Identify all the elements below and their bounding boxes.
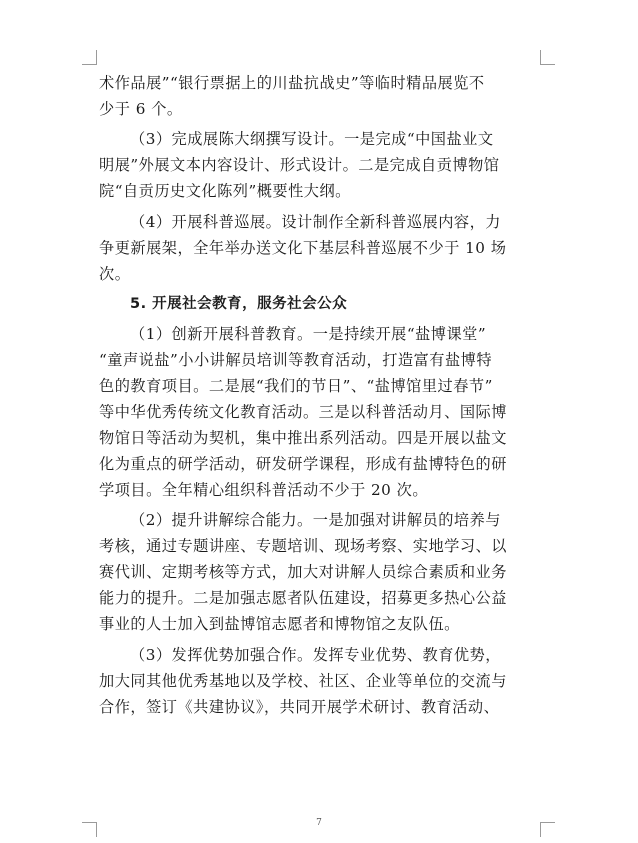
text-line: 事业的人士加入到盐博馆志愿者和博物馆之友队伍。 [99, 615, 460, 634]
text-line: 考核，通过专题讲座、专题培训、现场考察、实地学习、以 [99, 537, 507, 556]
crop-mark-top-left [82, 50, 97, 65]
text-line: 术作品展”“银行票据上的川盐抗战史”等临时精品展览不 [99, 74, 485, 92]
page-number: 7 [316, 818, 322, 828]
section-heading [99, 291, 542, 317]
text-line: 院“自贡历史文化陈列”概要性大纲。 [99, 182, 351, 201]
paragraph [99, 209, 542, 287]
paragraph [99, 126, 542, 204]
document-body [99, 70, 542, 720]
text-line: 少于 6 个。 [99, 100, 183, 118]
text-line: 物馆日等活动为契机，集中推出系列活动。四是开展以盐文 [99, 429, 507, 448]
crop-mark-top-right [540, 50, 555, 65]
text-line: 等中华优秀传统文化教育活动。三是以科普活动月、国际博 [99, 403, 507, 422]
text-line: （3）完成展陈大纲撰写设计。一是完成“中国盐业文 [130, 130, 494, 149]
paragraph [99, 321, 542, 503]
paragraph [99, 642, 542, 720]
text-line: 加大同其他优秀基地以及学校、社区、企业等单位的交流与 [99, 671, 507, 690]
text-line: 合作，签订《共建协议》，共同开展学术研讨、教育活动、 [99, 697, 500, 716]
text-line: 色的教育项目。二是展“我们的节日”、“盐博馆里过春节” [99, 377, 493, 396]
text-line: （4）开展科普巡展。设计制作全新科普巡展内容，力 [130, 212, 501, 231]
text-line: 5. 开展社会教育，服务社会公众 [130, 295, 348, 312]
text-line: （2）提升讲解综合能力。一是加强对讲解员的培养与 [130, 511, 501, 530]
text-line: 次。 [99, 264, 131, 283]
text-line: 赛代训、定期考核等方式，加大对讲解人员综合素质和业务 [99, 563, 507, 582]
text-line: （1）创新开展科普教育。一是持续开展“盐博课堂” [130, 325, 487, 344]
text-line: 化为重点的研学活动，研发研学课程，形成有盐博特色的研 [99, 455, 507, 474]
text-line: 学项目。全年精心组织科普活动不少于 20 次。 [99, 481, 429, 500]
paragraph [99, 507, 542, 637]
text-line: 明展”外展文本内容设计、形式设计。二是完成自贡博物馆 [99, 156, 500, 175]
text-line: “童声说盐”小小讲解员培训等教育活动，打造富有盐博特 [99, 351, 493, 370]
paragraph [99, 70, 542, 122]
text-line: 争更新展架，全年举办送文化下基层科普巡展不少于 10 场 [99, 238, 507, 257]
text-line: （3）发挥优势加强合作。发挥专业优势、教育优势， [130, 645, 501, 664]
text-line: 能力的提升。二是加强志愿者队伍建设，招募更多热心公益 [99, 589, 507, 608]
